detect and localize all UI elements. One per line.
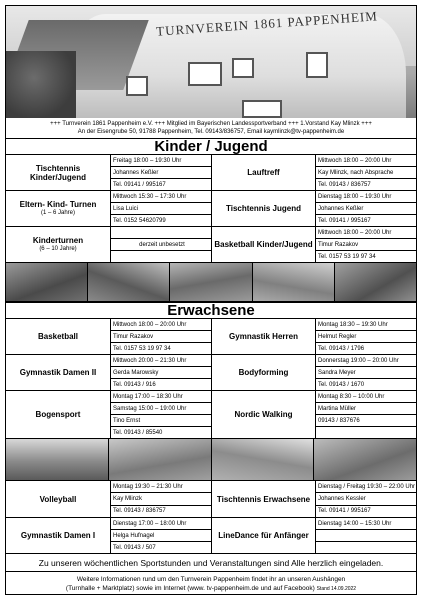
section-title-kinder: Kinder / Jugend [6, 138, 416, 155]
photo-kids-sport [6, 263, 87, 301]
activity-name: Eltern- Kind- Turnen (1 – 6 Jahre) [19, 199, 97, 216]
activity-name: Nordic Walking [211, 391, 315, 438]
activity-details: Montag 8:30 – 10:00 Uhr Martina Müller 09143 / 837676 [315, 391, 416, 438]
photo-dance [314, 439, 416, 480]
table-row [6, 191, 416, 227]
table-row [6, 155, 416, 191]
building-banner-text: TURNVEREIN 1861 PAPPENHEIM [155, 8, 379, 39]
activity-name: Tischtennis Jugend [211, 191, 315, 226]
activity-details: Dienstag 14:00 – 15:30 Uhr [315, 518, 416, 553]
flyer-page [5, 5, 417, 595]
club-info [6, 118, 416, 138]
table-row [6, 319, 416, 355]
header-photo-building [6, 6, 416, 118]
photo-basketball [253, 263, 334, 301]
activity-name: Kinderturnen (6 – 10 Jahre) [32, 235, 84, 252]
photo-archery [212, 439, 314, 480]
activity-details: Mittwoch 18:00 – 20:00 Uhr Timur Razakov Tel. 0157 53 19 97 34 [315, 227, 416, 262]
section-title-erwachsene: Erwachsene [6, 302, 416, 319]
table-row [6, 391, 416, 439]
table-row [6, 227, 416, 263]
activity-name: Bodyforming [211, 355, 315, 390]
photo-gym [88, 263, 169, 301]
activity-details: Mittwoch 20:00 – 21:30 Uhr Gerda Marowsky Tel. 09143 / 916 [110, 355, 211, 390]
activity-details: Montag 18:30 – 19:30 Uhr Helmut Regler Tel. 09143 / 1796 [315, 319, 416, 354]
photo-gymnastics [109, 439, 211, 480]
club-info-line1: +++ Turnverein 1861 Pappenheim e.V. +++ Mitglied im Bayerischen Landessportverband +++ 1.Vorstand Kay Mlinzk +++ [50, 121, 372, 127]
activity-name: Gymnastik Damen II [19, 368, 97, 377]
activity-name: Basketball [37, 332, 79, 341]
activity-name: Lauftreff [211, 155, 315, 190]
stand-date: Stand 14.09.2022 [316, 586, 357, 592]
activity-name: LineDance für Anfänger [211, 518, 315, 553]
photo-tabletennis [170, 263, 251, 301]
table-row [6, 355, 416, 391]
photo-volleyball [6, 439, 108, 480]
activity-name: Basketball Kinder/Jugend [211, 227, 315, 262]
club-info-line2: An der Eisengrube 50, 91788 Pappenheim, Tel. 09143/836757, Email kaymlinzk@tv-pappenheim.de [77, 129, 345, 135]
activity-details: Freitag 18:00 – 19:30 Uhr Johannes Keßler Tel. 09141 / 995167 [110, 155, 211, 190]
activity-details: Dienstag 17:00 – 18:00 Uhr Helga Hufnagel Tel. 09143 / 507 [110, 518, 211, 553]
activity-details: Montag 19:30 – 21:30 Uhr Kay Mlinzk Tel. 09143 / 836757 [110, 481, 211, 517]
activity-details: Dienstag / Freitag 19:30 – 22:00 Uhr Johannes Kessler Tel. 09141 / 995167 [315, 481, 416, 517]
activity-details: Dienstag 18:00 – 19:30 Uhr Johannes Keßler Tel. 09141 / 995167 [315, 191, 416, 226]
more-info-line2: (Turnhalle + Marktplatz) sowie im Internet (www. tv-pappenheim.de und auf Facebook) [65, 585, 315, 592]
photo-strip-erwachsene [6, 439, 416, 481]
more-info-line1: Weitere Informationen rund um den Turnverein Pappenheim findet ihr an unseren Aushängen [76, 576, 346, 583]
activity-details: Montag 17:00 – 18:30 Uhr Samstag 15:00 – 19:00 Uhr Tino Ernst Tel. 09143 / 85540 [110, 391, 211, 438]
invitation-text: Zu unseren wöchentlichen Sportstunden und Veranstaltungen sind Alle herzlich eingeladen. [6, 554, 416, 572]
table-row [6, 481, 416, 518]
photo-strip-kinder [6, 263, 416, 302]
activity-details: Mittwoch 18:00 – 20:00 Uhr Kay Mlinzk, nach Absprache Tel. 09143 / 836757 [315, 155, 416, 190]
activity-details: Donnerstag 19:00 – 20:00 Uhr Sandra Meyer Tel. 09143 / 1670 [315, 355, 416, 390]
activity-name: Gymnastik Herren [211, 319, 315, 354]
photo-group [335, 263, 416, 301]
activity-name: Volleyball [39, 494, 77, 504]
activity-name: Tischtennis Erwachsene [211, 481, 315, 517]
more-info [6, 573, 416, 595]
activity-name: Gymnastik Damen I [20, 531, 96, 540]
table-row [6, 518, 416, 554]
activity-details: Mittwoch 18:00 – 20:00 Uhr Timur Razakov Tel. 0157 53 19 97 34 [110, 319, 211, 354]
activity-details: Mittwoch 15:30 – 17:30 Uhr Lisa Luici Tel. 0152 54620799 [110, 191, 211, 226]
activity-details: derzeit unbesetzt [110, 227, 211, 262]
activity-name: Tischtennis Kinder/Jugend [29, 163, 86, 182]
activity-name: Bogensport [35, 410, 81, 419]
